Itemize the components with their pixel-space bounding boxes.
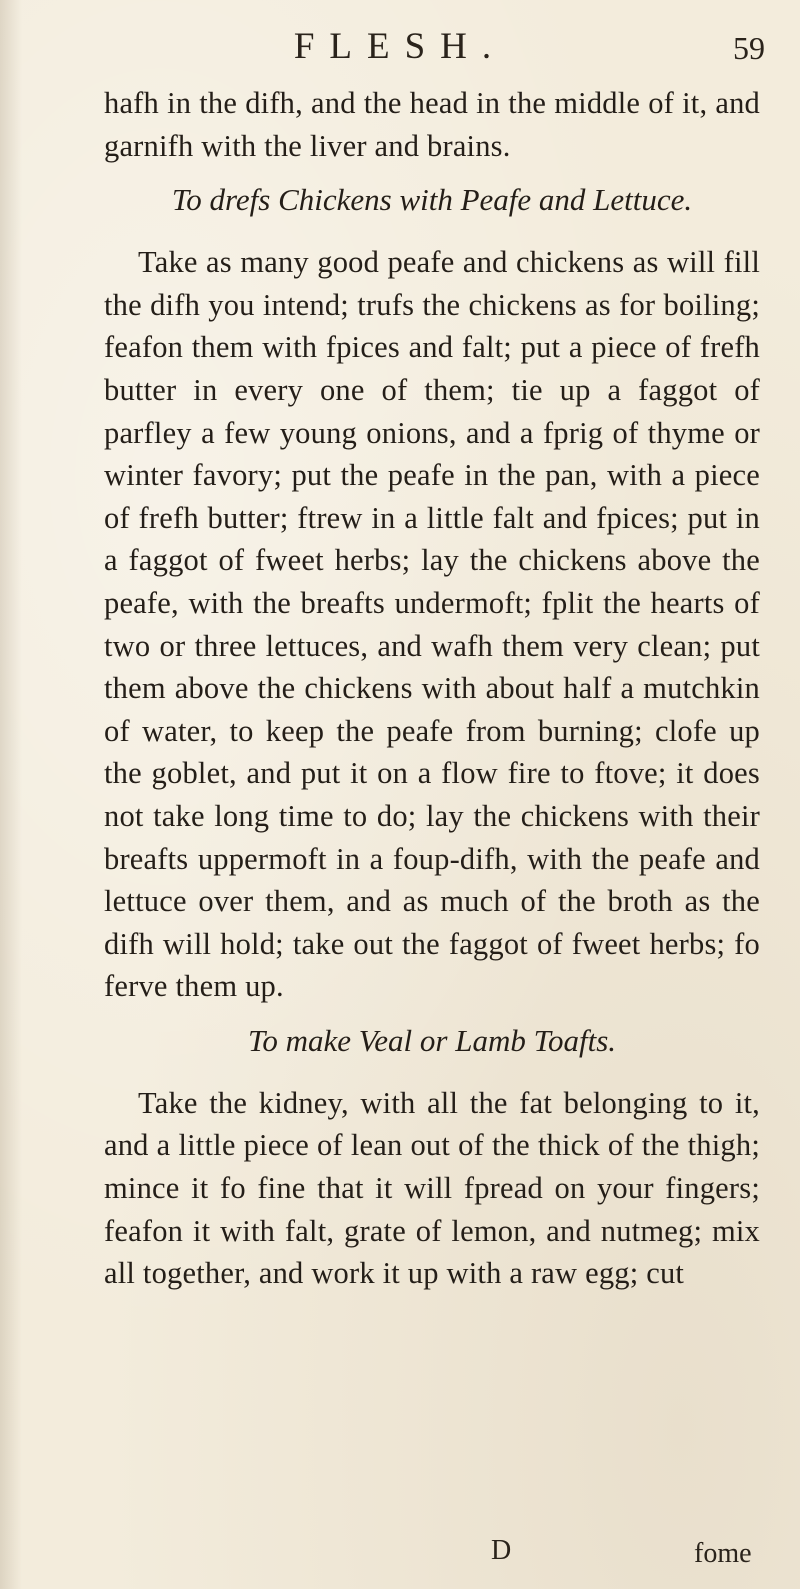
recipe-body-toasts: Take the kidney, with all the fat belonging to it, and a little piece of lean out of the thick of the thigh; mince it fo fine that it will fpread on your fingers; feafon it with falt, grate of lemon, and nutmeg; mix all together, and work it up with a raw egg; cut [104, 1085, 760, 1291]
recipe-body-chickens: Take as many good peafe and chickens as will fill the difh you intend; trufs the chickens as for boiling; feafon them with fpices and falt; put a piece of frefh butter in every one of them; tie up a faggot of parfley a few young onions, and a fprig of thyme or winter favory; put the peafe in the pan, with a piece of frefh butter; ftrew in a little falt and fpices; put in a faggot of fweet herbs; lay the chickens above the peafe, with the breafts undermoft; fplit the hearts of two or three lettuces, and wafh them very clean; put them above the chickens with about half a mutchkin of water, to keep the peafe from burning; clofe up the goblet, and put it on a flow fire to ftove; it does not take long time to do; lay the chickens with their breafts uppermoft in a foup-difh, with the peafe and lettuce over them, and as much of the broth as the difh will hold; take out the faggot of fweet herbs; fo ferve them up. [104, 245, 760, 1004]
recipe-heading-chickens: To drefs Chickens with Peafe and Lettuce. [171, 182, 693, 218]
page-number: 59 [733, 30, 765, 66]
recipe-heading-toasts: To make Veal or Lamb Toafts. [247, 1022, 617, 1058]
text-block [104, 82, 760, 1295]
signature-mark: D [491, 1535, 512, 1566]
page-gutter-shadow [0, 0, 22, 1589]
continued-paragraph: hafh in the difh, and the head in the middle of it, and garnifh with the liver and brains. [104, 86, 760, 163]
catchword: fome [694, 1538, 752, 1569]
running-head: FLESH. [293, 26, 507, 67]
